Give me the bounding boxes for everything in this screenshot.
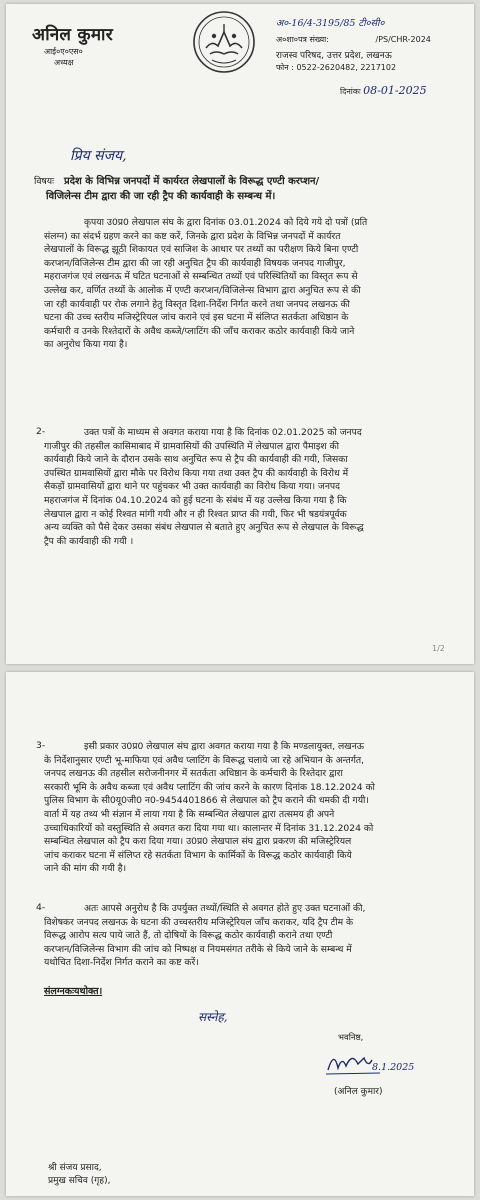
sender-role: अध्यक्ष bbox=[54, 58, 74, 67]
paragraph-line: जाने की मांग की गयी है। bbox=[44, 863, 127, 875]
paragraph-line: पुलिस विभाग के सी0यू0जी0 न0-9454401866 से लेखपाल को ट्रैप कराने की धमकी दी गयी। bbox=[44, 795, 369, 807]
paragraph-line: जांच कराकर घटना में संलिप्त रहे सतर्कता विभाग के कार्मिकों के विरूद्ध कठोर कार्यवाही किये bbox=[44, 849, 352, 861]
paragraph-line: अन्य व्यक्ति को पैसे देकर उसका संबंध लेखपाल से बताते हुए अनुचित रूप से लेखपाल के विरूद्ध bbox=[44, 522, 364, 534]
paragraph-3 bbox=[44, 740, 452, 876]
paragraph-line: वार्ता में यह तथ्य भी संज्ञान में लाया गया है कि सम्बन्धित लेखपाल द्वारा तत्समय ही अपने bbox=[44, 808, 335, 820]
paragraph-line: महराजगंज एवं लखनऊ में घटित घटनाओं से सम्बन्धित तथ्यों एवं परिस्थितियों का विस्तृत रूप से bbox=[44, 271, 358, 283]
paragraph-line: करप्शन/विजिलेन्स विभाग की जांच को निष्पक्ष व नियमसंगत तरीके से किये जाने के सम्बन्ध में bbox=[44, 943, 352, 955]
paragraph-2 bbox=[44, 426, 452, 548]
paragraph-line: उक्त पत्रों के माध्यम से अवगत कराया गया है कि दिनांक 02.01.2025 को जनपद bbox=[84, 427, 362, 438]
signatory-name: (अनिल कुमार) bbox=[334, 1087, 383, 1097]
greeting: प्रिय संजय, bbox=[70, 148, 127, 164]
paragraph-line: सम्बन्धित लेखपाल को ट्रैप करा दिया गया। उ0प्र0 लेखपाल संघ द्वारा प्रकरण की मजिस्ट्रेरियल bbox=[44, 836, 352, 848]
paragraph-1 bbox=[44, 216, 452, 352]
paragraph-line: महराजगंज में दिनांक 04.10.2024 को हुई घटना के संबंध में यह उल्लेख किया गया है कि bbox=[44, 494, 347, 506]
recipient-name: श्री संजय प्रसाद, bbox=[48, 1163, 102, 1173]
date-label: दिनांकः bbox=[340, 87, 361, 96]
letter-page-2 bbox=[6, 672, 474, 1196]
paragraph-line: संलग्न) का संदर्भ ग्रहण करने का कष्ट करें, जिनके द्वारा प्रदेश के विभिन्न जनपदों में कार्यरत bbox=[44, 230, 341, 242]
paragraph-line: अतः आपसे अनुरोध है कि उपर्युक्त तथ्यों/स्थिति से अवगत होते हुए उक्त घटनाओं की, bbox=[84, 903, 366, 914]
letter-date bbox=[340, 84, 427, 97]
sender-name: अनिल कुमार bbox=[32, 25, 113, 45]
letter-number-label: अ०शा०पत्र संख्या: bbox=[276, 35, 329, 44]
paragraph-line: का अनुरोध किया गया है। bbox=[44, 339, 128, 351]
paragraph-line: यथोचित दिशा-निर्देश निर्गत कराने का कष्ट करें। bbox=[44, 957, 199, 969]
date-value: 08-01-2025 bbox=[363, 84, 427, 97]
page-mark: 1/2 bbox=[432, 644, 445, 653]
paragraph-line: उच्चाधिकारियों को वस्तुस्थिति से अवगत करा दिया गया था। कालान्तर में दिनांक 31.12.2024 को bbox=[44, 822, 374, 834]
paragraph-line: कृपया उ0प्र0 लेखपाल संघ के द्वारा दिनांक 03.01.2024 को दिये गये दो पत्रों (प्रति bbox=[84, 217, 368, 228]
yours-sincerely: भवनिष्ठ, bbox=[338, 1033, 364, 1043]
paragraph-line: गाजीपुर की तहसील कासिमाबाद में ग्रामवासियों की उपस्थिति में लेखपाल द्वारा पैमाइश की bbox=[44, 440, 339, 452]
paragraph-line: लेखपालों के विरूद्ध झूठी शिकायत एवं साजिश के आधार पर तथ्यों का परीक्षण किये बिना एण्टी bbox=[44, 244, 359, 256]
letter-number bbox=[276, 34, 431, 45]
sender-designation: आई०ए०एस० bbox=[44, 47, 83, 56]
paragraph-line: करप्शन/विजिलेन्स टीम द्वारा की जा रही अनुचित ट्रैप की कार्यवाही विषयक जनपद गाजीपुर, bbox=[44, 257, 346, 269]
office-address: राजस्व परिषद, उत्तर प्रदेश, लखनऊ bbox=[276, 51, 392, 61]
subject-label: विषयः bbox=[34, 176, 54, 187]
paragraph-line: ट्रैप की कार्यवाही की गयी । bbox=[44, 535, 134, 547]
paragraph-line: जनपद लखनऊ की तहसील सरोजनीनगर में सतर्कता अधिष्ठान के कर्मचारी के रिश्तेदार द्वारा bbox=[44, 768, 343, 780]
paragraph-line: लेखपाल द्वारा न कोई रिश्वत मांगी गयी और न ही रिश्वत प्राप्त की गयी, फिर भी षडयंत्रपूर्वक bbox=[44, 508, 347, 520]
paragraph-line: उपस्थित ग्रामवासियों द्वारा मौके पर विरोध किया गया तथा उक्त ट्रैप की कार्यवाही के विरोध में bbox=[44, 467, 349, 479]
paragraph-line: विरूद्ध आरोप सत्य पाये जाते हैं, तो दोषियों के विरूद्ध कठोर कार्यवाही कराने तथा एण्टी bbox=[44, 930, 333, 942]
paragraph-number: 4- bbox=[36, 902, 46, 913]
paragraph-number: 2- bbox=[36, 426, 46, 437]
paragraph-line: जा रही कार्यवाही पर रोक लगाने हेतु विस्तृत दिशा-निर्देश निर्गत करने तथा जनपद लखनऊ की bbox=[44, 298, 350, 310]
paragraph-line: सैकड़ों ग्रामवासियों द्वारा थाने पर पहुंचकर भी उक्त कार्यवाही का विरोध किया गया। जनपद bbox=[44, 481, 341, 493]
paragraph-line: सरकारी भूमि के अवैध कब्जा एवं अवैध प्लाटिंग की जांच करने के कारण दिनांक 18.12.2024 को bbox=[44, 781, 375, 793]
paragraph-line: घटना की उच्च स्तरीय मजिस्ट्रेरियल जांच कराने एवं इस घटना में संलिप्त सतर्कता अधिष्ठान के bbox=[44, 312, 349, 324]
handwritten-closing: सस्नेह, bbox=[198, 1010, 228, 1024]
office-phone: फोन : 0522-2620482, 2217102 bbox=[276, 63, 397, 72]
letter-number-value: /PS/CHR-2024 bbox=[375, 35, 431, 44]
subject-line-2: विजिलेन्स टीम द्वारा की जा रही ट्रैप की कार्यवाही के सम्बन्ध में। bbox=[46, 191, 276, 202]
letter-page-1 bbox=[6, 4, 474, 664]
recipient-title: प्रमुख सचिव (गृह), bbox=[48, 1176, 111, 1186]
paragraph-line: के निर्देशानुसार एण्टी भू-माफिया एवं अवैध प्लाटिंग के विरूद्ध चलाये जा रहे अभियान के अन्तर्गत, bbox=[44, 754, 365, 766]
paragraph-line: कर्मचारी व उनके रिश्तेदारों के अवैध कब्जे/प्लाटिंग की जाँच कराकर कठोर कार्यवाही किये जाने bbox=[44, 325, 355, 337]
paragraph-line: इसी प्रकार उ0प्र0 लेखपाल संघ द्वारा अवगत कराया गया है कि मण्डलायुक्त, लखनऊ bbox=[84, 741, 365, 752]
paragraph-line: विशेषकर जनपद लखनऊ के घटना की उच्चस्तरीय मजिस्ट्रेरियल जाँच कराकर, यदि ट्रैप टीम के bbox=[44, 916, 354, 928]
paragraph-line: कार्यवाही किये जाने के दौरान उसके साथ अनुचित रूप से ट्रैप की कार्यवाही की गयी, जिसका bbox=[44, 454, 348, 466]
subject-line-1: प्रदेश के विभिन्न जनपदों में कार्यरत लेखपालों के विरूद्ध एण्टी करप्शन/ bbox=[64, 176, 320, 187]
handwritten-reference: अ०-16/4-3195/85 टी०सी० bbox=[276, 18, 385, 29]
up-government-emblem bbox=[192, 10, 256, 74]
paragraph-line: उल्लेख कर, वर्णित तथ्यों के आलोक में एण्टी करप्शन/विजिलेन्स विभाग द्वारा अनुचित रूप से की bbox=[44, 284, 361, 296]
signature-date: 8.1.2025 bbox=[372, 1062, 415, 1073]
paragraph-number: 3- bbox=[36, 740, 46, 751]
enclosure-note: संलग्नकःयथोक्त। bbox=[44, 986, 103, 997]
paragraph-4 bbox=[44, 902, 452, 970]
